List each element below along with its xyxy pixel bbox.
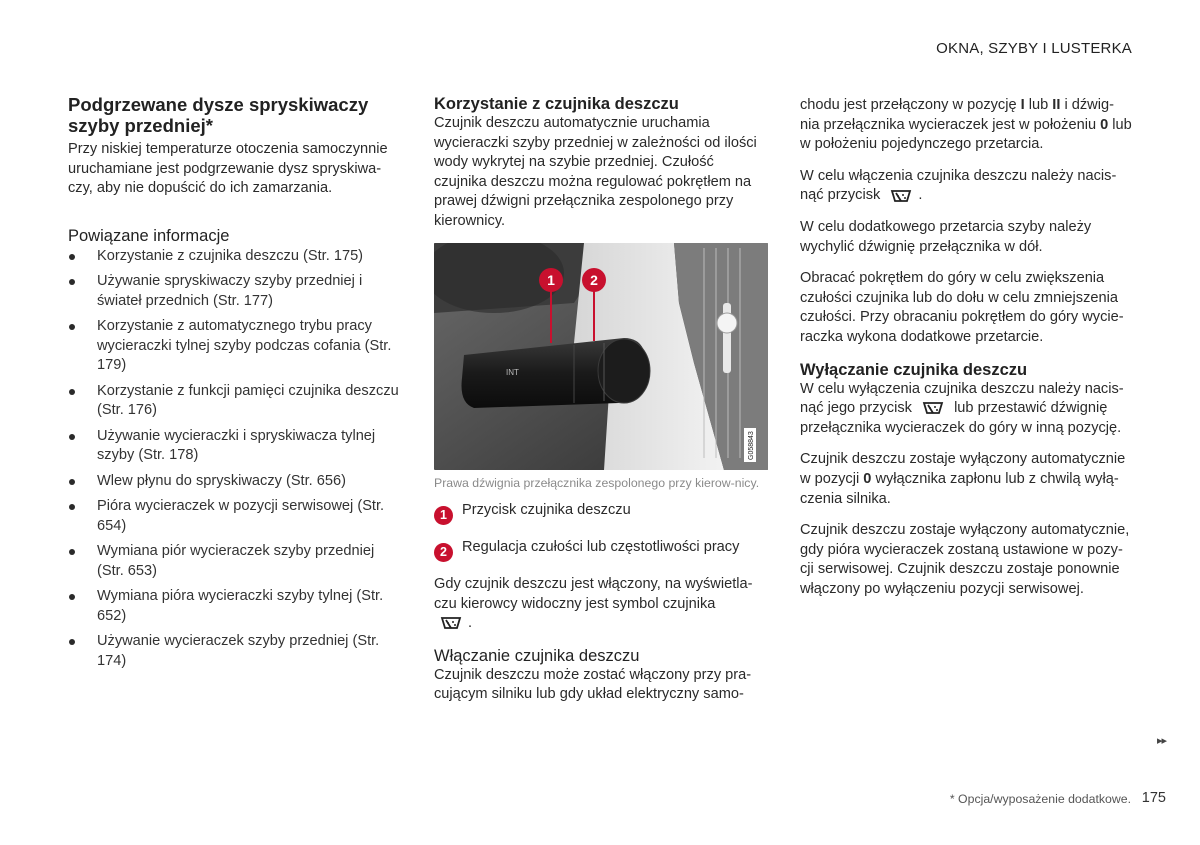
- figure-code: G058843: [748, 430, 755, 460]
- section-title: OKNA, SZYBY I LUSTERKA: [936, 40, 1132, 57]
- heading-heated-nozzles: Podgrzewane dysze spryskiwaczy szyby przedniej*: [68, 94, 369, 136]
- rain-sensor-button-icon: [922, 400, 944, 416]
- related-info-list: [68, 247, 400, 671]
- callout-2: [434, 538, 770, 562]
- symbol-paragraph: Gdy czujnik deszczu jest włączony, na wyświetla-czu kierowcy widoczny jest symbol czujnika .: [434, 576, 753, 632]
- callout-badge-2: 2: [434, 543, 453, 562]
- column-1: [68, 94, 400, 677]
- rain-sensor-icon: [440, 615, 462, 631]
- bullet-icon: [69, 254, 75, 260]
- bullet-icon: [69, 479, 75, 485]
- bullet-icon: [69, 324, 75, 330]
- column-3: [800, 96, 1132, 599]
- auto-off-paragraph: Czujnik deszczu zostaje wyłączony automatycznie w pozycji 0 wyłącznika zapłonu lub z chwilą wyłą-czenia silnika.: [800, 451, 1126, 507]
- related-link[interactable]: Korzystanie z funkcji pamięci czujnika deszczu (Str. 176): [68, 382, 400, 421]
- bullet-icon: [69, 389, 75, 395]
- related-link[interactable]: Pióra wycieraczek w pozycji serwisowej (Str. 654): [68, 497, 400, 536]
- service-position-paragraph: Czujnik deszczu zostaje wyłączony automatycznie, gdy pióra wycieraczek zostaną ustawione w pozy-cji serwisowej. Czujnik deszczu zostaje ponownie włączony po wyłączeniu pozycji serwisowej.: [800, 522, 1130, 597]
- related-info-heading: Powiązane informacje: [68, 226, 230, 245]
- bullet-icon: [69, 279, 75, 285]
- extra-wipe-paragraph: W celu dodatkowego przetarcia szyby należy wychylić dźwignię przełącznika w dół.: [800, 218, 1092, 255]
- callout-badge-1: 1: [434, 506, 453, 525]
- related-link[interactable]: Korzystanie z automatycznego trybu pracy wycieraczki tylnej szyby podczas cofania (Str. 179): [68, 317, 400, 376]
- related-link[interactable]: Używanie spryskiwaczy szyby przedniej i świateł przednich (Str. 177): [68, 272, 400, 311]
- related-link[interactable]: Wymiana piór wycieraczek szyby przedniej (Str. 653): [68, 542, 400, 581]
- lever-int-label: INT: [506, 367, 519, 377]
- figure-badge-2: 2: [590, 271, 598, 288]
- bullet-icon: [69, 504, 75, 510]
- figure-caption: Prawa dźwignia przełącznika zespolonego przy kierow-nicy.: [434, 475, 760, 490]
- bullet-icon: [69, 434, 75, 440]
- lever-figure: [434, 243, 768, 470]
- enable-sensor-paragraph: Czujnik deszczu może zostać włączony przy pra-cującym silniku lub gdy układ elektryczny samo-: [434, 666, 752, 703]
- rain-sensor-button-icon: [890, 188, 912, 204]
- rain-sensor-intro: Czujnik deszczu automatycznie uruchamia wycieraczki szyby przedniej w zależności od ilości wody wykrytej na szybie przedniej. Czułość czujnika deszczu można regulować pokrętłem na prawej dźwigni przełącznika zespolonego przy kierownicy.: [434, 115, 757, 229]
- press-button-paragraph: W celu włączenia czujnika deszczu należy nacis-nąć przycisk .: [800, 167, 1117, 204]
- next-page-arrows-icon[interactable]: ▸▸: [1156, 735, 1166, 747]
- callout-text-1: Przycisk czujnika deszczu: [462, 502, 631, 519]
- bullet-icon: [69, 549, 75, 555]
- heading-enable-sensor: Włączanie czujnika deszczu: [434, 646, 640, 665]
- heated-nozzles-paragraph: Przy niskiej temperaturze otoczenia samoczynnie uruchamiane jest podgrzewanie dysz spryskiwa-czy, aby nie dopuścić do ich zamarzania.: [68, 141, 388, 197]
- figure-badge-1: 1: [547, 271, 555, 288]
- column-2: [434, 94, 770, 705]
- page-number: 175: [1141, 790, 1166, 806]
- related-link[interactable]: Używanie wycieraczki i spryskiwacza tylnej szyby (Str. 178): [68, 427, 400, 466]
- footnote: * Opcja/wyposażenie dodatkowe.: [949, 792, 1131, 806]
- callout-text-2: Regulacja czułości lub częstotliwości pracy: [462, 539, 740, 556]
- bullet-icon: [69, 594, 75, 600]
- heading-rain-sensor: Korzystanie z czujnika deszczu: [434, 95, 679, 113]
- knob-paragraph: Obracać pokrętłem do góry w celu zwiększenia czułości czujnika lub do dołu w celu zmniejszenia czułości. Przy obracaniu pokrętłem do góry wycie-raczka wykona dodatkowe przetarcie.: [800, 270, 1124, 345]
- related-link[interactable]: Wymiana pióra wycieraczki szyby tylnej (Str. 652): [68, 587, 400, 626]
- heading-disable-sensor: Wyłączanie czujnika deszczu: [800, 360, 1028, 379]
- related-link[interactable]: Używanie wycieraczek szyby przedniej (Str. 174): [68, 632, 400, 671]
- bullet-icon: [69, 639, 75, 645]
- related-link[interactable]: Wlew płynu do spryskiwaczy (Str. 656): [68, 472, 400, 492]
- lever-illustration: [434, 243, 768, 470]
- related-link[interactable]: Korzystanie z czujnika deszczu (Str. 175): [68, 247, 400, 267]
- continued-paragraph: chodu jest przełączony w pozycję I lub II i dźwig-nia przełącznika wycieraczek jest w położeniu 0 lub w położeniu pojedynczego przetarcia.: [800, 97, 1132, 153]
- callout-1: [434, 501, 770, 525]
- disable-sensor-paragraph: W celu wyłączenia czujnika deszczu należy nacis-nąć jego przycisk lub przestawić dźwignię przełącznika wycieraczek do góry w inną pozycję.: [800, 380, 1124, 436]
